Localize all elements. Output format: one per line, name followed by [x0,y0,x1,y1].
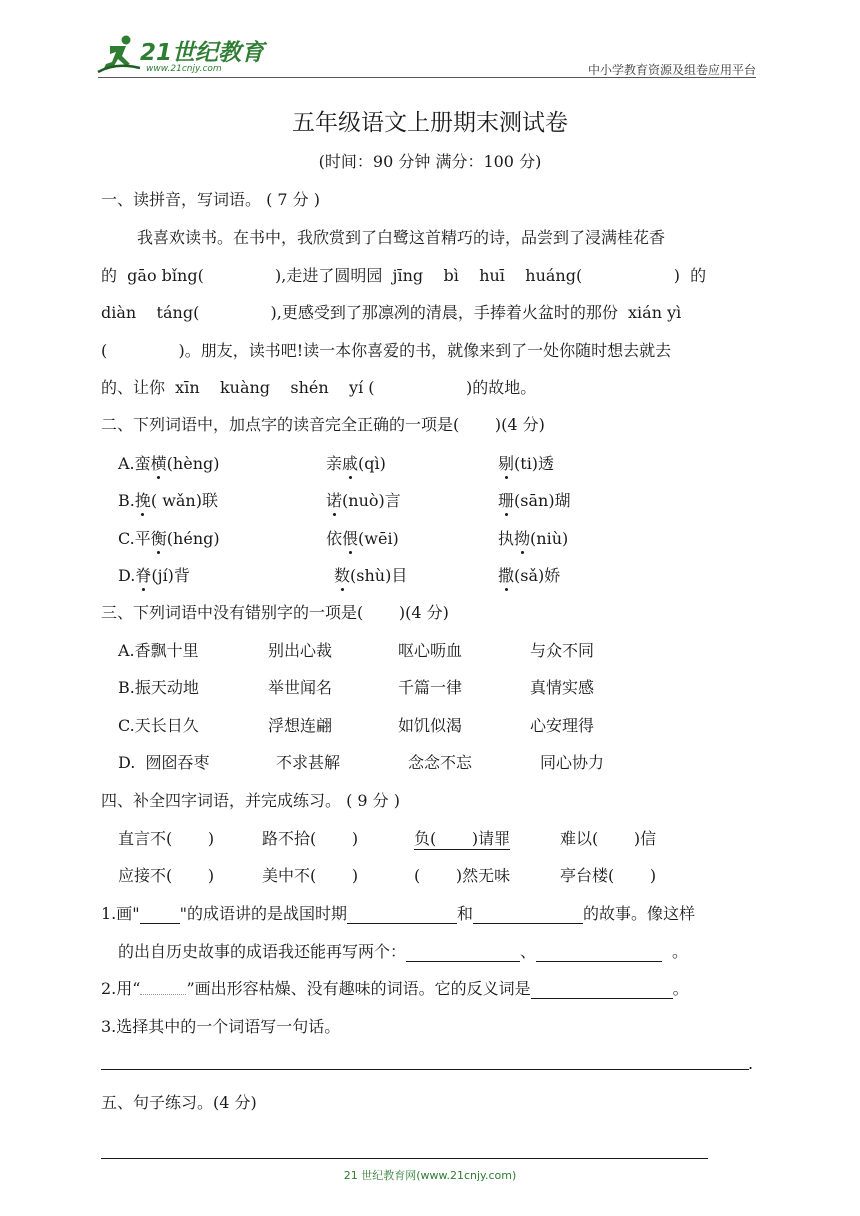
footer-text: 21 世纪教育网(www.21cnjy.com) [343,1169,517,1182]
idiom-blank: 美中不( ) [262,866,359,885]
answer-blank[interactable] [140,907,180,924]
answer-blank[interactable] [473,907,583,924]
answer-blank[interactable] [536,945,662,962]
header-divider [98,77,756,78]
q1-line: 的 gāo bǐng( ),走进了圆明园 jīng bì huī huáng( ) 的 [101,266,707,285]
q3-option-word: 不求甚解 [276,753,341,772]
q3-option-word: 浮想连翩 [268,716,333,735]
section-5-heading: 五、句子练习。(4 分) [101,1093,257,1112]
q1-line: diàn táng( ),更感受到了那凛冽的清晨，手捧着火盆时的那份 xián yì [101,303,682,322]
q4-item-3: 3.选择其中的一个词语写一句话。 [101,1017,341,1036]
wavy-line-sample [140,984,186,995]
dotted-character: 衡 [151,526,167,549]
platform-name: 中小学教育资源及组卷应用平台 [587,63,756,77]
option-label: B. [118,491,135,510]
section-2-heading: 二、下列词语中，加点字的读音完全正确的一项是( )(4 分) [101,415,545,434]
answer-line[interactable] [101,1069,749,1070]
footer-divider [101,1158,708,1159]
q4-item-1: 1.画" "的成语讲的是战国时期 和 的故事。像这样 [101,904,696,923]
section-4-heading: 四、补全四字词语，并完成练习。 ( 9 分 ) [101,791,401,810]
q2-option-item: 执拗(niù) [498,526,568,549]
q3-option-word: 呕心呖血 [398,641,463,660]
q4-item-2: 2.用“ ”画出形容枯燥、没有趣味的词语。它的反义词是 。 [101,979,689,998]
exam-duration-score: (时间：90 分钟 满分：100 分) [318,152,542,171]
q2-option-item: C.平衡(héng) [118,526,220,549]
q2-option-item: 亲戚(qì) [326,451,386,474]
q2-option-item: 诺(nuò)言 [326,488,401,511]
dotted-character: 撒 [498,563,514,586]
runner-logo-icon [96,32,142,76]
option-label: D. [118,566,136,585]
dotted-character: 戚 [342,451,358,474]
dotted-character: 拗 [514,526,530,549]
idiom-blank: 亭台楼( ) [560,866,657,885]
period-mark: . [748,1054,754,1073]
q2-option-item: D.脊(jí)背 [118,563,190,586]
idiom-blank: 直言不( ) [118,829,215,848]
q3-option-word: 同心协力 [540,753,605,772]
dotted-character: 数 [334,563,350,586]
q4-item-1-cont: 的出自历史故事的成语我还能再写两个： 、 。 [118,942,689,961]
q3-option-word: 与众不同 [530,641,595,660]
q3-option-word: 如饥似渴 [398,716,463,735]
q1-line: 的、让你 xīn kuàng shén yí ( )的故地。 [101,378,537,397]
q3-option-word: A.香飘十里 [118,641,199,660]
dotted-character: 挽 [135,488,151,511]
q3-option-word: 别出心裁 [268,641,333,660]
option-label: A. [118,454,135,473]
idiom-blank: 难以( )信 [560,829,657,848]
page-title: 五年级语文上册期末测试卷 [292,110,568,136]
q2-option-item: 珊(sān)瑚 [498,488,571,511]
q3-option-word: 真情实感 [530,678,595,697]
dotted-character: 诺 [326,488,342,511]
q3-option-word: 举世闻名 [268,678,333,697]
logo [96,32,266,78]
q2-option-item: B.挽( wǎn)联 [118,488,218,511]
q3-option-word: D. 囫囵吞枣 [118,753,210,772]
q2-option-item: A.蛮横(hèng) [118,451,219,474]
dotted-character: 剔 [498,451,514,474]
q3-option-word: B.振天动地 [118,678,199,697]
answer-blank[interactable] [347,907,457,924]
idiom-blank-underlined: 负( )请罪 [414,826,510,850]
q2-option-item: 撒(sǎ)娇 [498,563,560,586]
section-3-heading: 三、下列词语中没有错别字的一项是( )(4 分) [101,603,449,622]
q3-option-word: 心安理得 [530,716,595,735]
option-label: C. [118,529,135,548]
idiom-blank: ( )然无味 [414,866,511,885]
q2-option-item: 数(shù)目 [334,563,407,586]
answer-blank[interactable] [531,982,673,999]
q3-option-word: 千篇一律 [398,678,463,697]
dotted-character: 偎 [342,526,358,549]
q2-option-item: 剔(ti)透 [498,451,554,474]
q3-option-word: 念念不忘 [408,753,473,772]
idiom-blank: 应接不( ) [118,866,215,885]
logo-url: www.21cnjy.com [146,64,222,74]
answer-blank[interactable] [406,945,520,962]
q2-option-item: 依偎(wēi) [326,526,399,549]
q3-option-word: C.天长日久 [118,716,199,735]
q1-line: ( )。朋友，读书吧!读一本你喜爱的书，就像来到了一处你随时想去就去 [101,341,672,360]
q1-line: 我喜欢读书。在书中，我欣赏到了白鹭这首精巧的诗，品尝到了浸满桂花香 [137,228,666,247]
dotted-character: 珊 [498,488,514,511]
dotted-character: 脊 [135,563,151,586]
logo-text: 21世纪教育 [140,40,265,66]
dotted-character: 横 [151,451,167,474]
section-1-heading: 一、读拼音，写词语。 ( 7 分 ) [101,190,321,209]
idiom-blank: 路不拾( ) [262,829,359,848]
